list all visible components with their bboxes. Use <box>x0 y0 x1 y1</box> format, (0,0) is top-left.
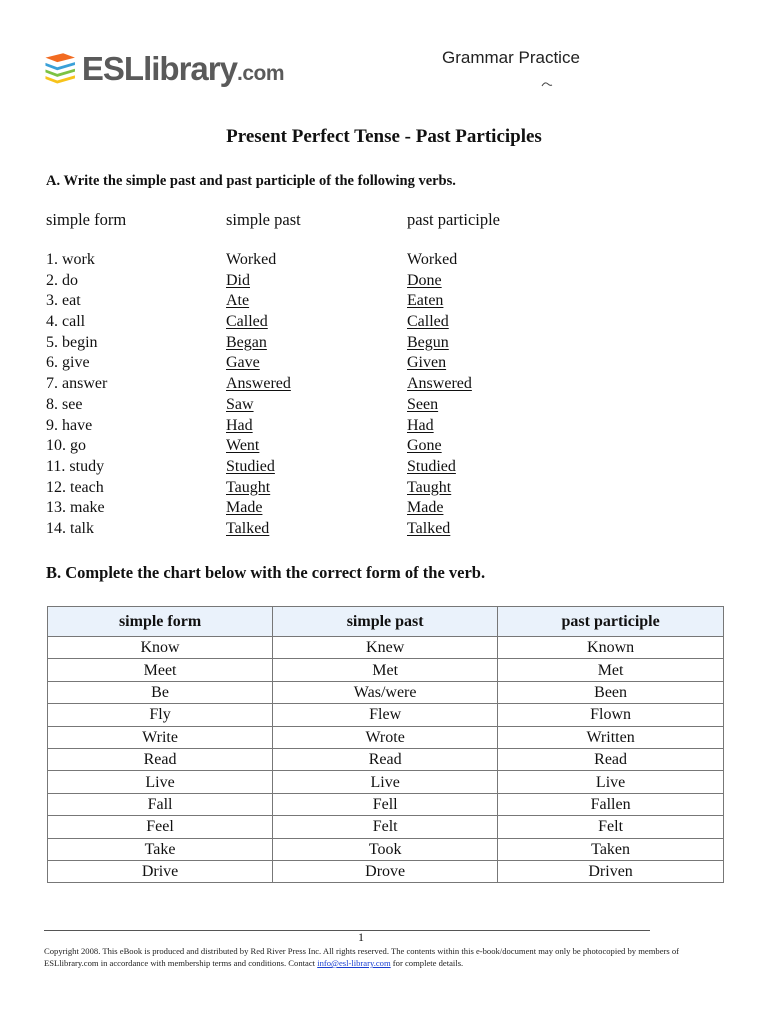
cell-simple-past: Fell <box>273 793 498 815</box>
cell-simple-form: Meet <box>48 659 273 681</box>
verb-past-participle-answer: Given <box>407 354 447 372</box>
list-item <box>46 353 107 374</box>
verb-past-participle-answer: Worked <box>407 251 458 268</box>
cell-simple-form: Live <box>48 771 273 793</box>
verb-simple-past-answer: Worked <box>226 251 277 268</box>
cell-past-participle: Flown <box>498 704 724 726</box>
verb-simple-past-answer: Saw <box>226 395 254 413</box>
copyright-notice <box>44 945 684 969</box>
cell-past-participle: Known <box>498 637 724 659</box>
list-item <box>407 333 472 354</box>
contact-email-link[interactable]: info@esl-library.com <box>317 958 391 968</box>
cell-simple-form: Feel <box>48 816 273 838</box>
verb-simple-form: 1. work <box>46 251 95 268</box>
cell-past-participle: Read <box>498 748 724 770</box>
cell-past-participle: Been <box>498 681 724 703</box>
cell-simple-form: Know <box>48 637 273 659</box>
cell-past-participle: Live <box>498 771 724 793</box>
verb-simple-form: 4. call <box>46 313 86 331</box>
cell-simple-past: Wrote <box>273 726 498 748</box>
verb-simple-past-answer: Had <box>226 416 253 434</box>
verb-chart-body <box>48 637 724 883</box>
verb-simple-past-answer: Answered <box>226 375 291 393</box>
list-item <box>226 519 291 540</box>
copyright-text-end: for complete details. <box>390 958 464 968</box>
cell-simple-form: Drive <box>48 860 273 882</box>
list-item <box>407 478 472 499</box>
table-header-participle: past participle <box>498 607 724 637</box>
table-row <box>48 816 724 838</box>
section-a-forms-column <box>46 250 107 540</box>
list-item <box>46 395 107 416</box>
verb-simple-past-answer: Ate <box>226 292 250 310</box>
cell-past-participle: Driven <box>498 860 724 882</box>
list-item <box>46 333 107 354</box>
list-item <box>407 374 472 395</box>
cell-simple-past: Met <box>273 659 498 681</box>
logo-main: ESLlibrary <box>81 49 237 87</box>
section-a-past-column <box>226 250 291 540</box>
verb-past-participle-answer: Gone <box>407 437 442 455</box>
footer-divider <box>44 930 650 931</box>
list-item <box>407 436 472 457</box>
list-item <box>407 250 472 271</box>
table-row <box>48 860 724 882</box>
list-item <box>46 498 107 519</box>
list-item <box>46 478 107 499</box>
verb-simple-form: 2. do <box>46 271 78 289</box>
small-mark-icon <box>541 80 553 88</box>
list-item <box>407 291 472 312</box>
verb-simple-past-answer: Called <box>226 313 268 331</box>
list-item <box>226 333 291 354</box>
list-item <box>226 312 291 333</box>
verb-simple-form: 8. see <box>46 395 83 413</box>
table-row <box>48 726 724 748</box>
verb-past-participle-answer: Done <box>407 271 442 289</box>
list-item <box>226 395 291 416</box>
cell-simple-past: Drove <box>273 860 498 882</box>
section-a-participle-column <box>407 250 472 540</box>
section-b-instruction: B. Complete the chart below with the correct form of the verb. <box>46 563 486 582</box>
cell-past-participle: Written <box>498 726 724 748</box>
list-item <box>407 498 472 519</box>
section-a-instruction: A. Write the simple past and past participle of the following verbs. <box>46 173 456 189</box>
list-item <box>46 312 107 333</box>
list-item <box>407 353 472 374</box>
logo-com: .com <box>236 61 284 85</box>
list-item <box>226 416 291 437</box>
list-item <box>46 250 107 271</box>
cell-simple-past: Was/were <box>273 681 498 703</box>
list-item <box>407 519 472 540</box>
list-item <box>46 416 107 437</box>
verb-simple-past-answer: Talked <box>226 519 270 537</box>
page-title: Present Perfect Tense - Past Participles <box>226 126 542 147</box>
verb-past-participle-answer: Had <box>407 416 434 434</box>
list-item <box>226 374 291 395</box>
verb-past-participle-answer: Called <box>407 313 449 331</box>
cell-past-participle: Fallen <box>498 793 724 815</box>
cell-simple-form: Fall <box>48 793 273 815</box>
section-a-header-participle: past participle <box>407 210 501 229</box>
cell-simple-form: Be <box>48 681 273 703</box>
verb-simple-past-answer: Made <box>226 499 263 517</box>
table-row <box>48 771 724 793</box>
verb-simple-form: 10. go <box>46 437 86 455</box>
cell-simple-past: Live <box>273 771 498 793</box>
verb-simple-past-answer: Did <box>226 271 250 289</box>
verb-simple-form: 7. answer <box>46 375 108 393</box>
list-item <box>46 291 107 312</box>
esl-library-logo[interactable] <box>44 44 284 92</box>
verb-past-participle-answer: Talked <box>407 519 451 537</box>
table-header-past: simple past <box>273 607 498 637</box>
table-row <box>48 838 724 860</box>
cell-past-participle: Met <box>498 659 724 681</box>
verb-simple-form: 6. give <box>46 354 90 372</box>
verb-simple-form: 11. study <box>46 457 105 475</box>
list-item <box>46 374 107 395</box>
page-number: 1 <box>358 930 364 944</box>
section-a-header-past: simple past <box>226 210 301 229</box>
cell-simple-form: Fly <box>48 704 273 726</box>
verb-chart-table <box>47 606 724 883</box>
list-item <box>226 250 291 271</box>
list-item <box>46 436 107 457</box>
verb-simple-past-answer: Gave <box>226 354 260 372</box>
cell-simple-past: Knew <box>273 637 498 659</box>
verb-simple-form: 13. make <box>46 499 105 517</box>
list-item <box>226 498 291 519</box>
list-item <box>46 271 107 292</box>
verb-simple-form: 12. teach <box>46 478 104 496</box>
cell-past-participle: Felt <box>498 816 724 838</box>
verb-past-participle-answer: Begun <box>407 333 449 351</box>
table-row <box>48 704 724 726</box>
table-header-row <box>48 607 724 637</box>
list-item <box>407 416 472 437</box>
copyright-text: Copyright 2008. This eBook is produced and distributed by Red River Press Inc. All rights reserved. The contents within this e-book/document may only be photocopied by members of ESLlibrary.com in accordance with membership terms and conditions. Contact <box>44 946 680 968</box>
cell-simple-past: Felt <box>273 816 498 838</box>
book-stack-icon <box>44 46 78 90</box>
table-row <box>48 681 724 703</box>
verb-simple-form: 9. have <box>46 416 93 434</box>
list-item <box>46 519 107 540</box>
verb-simple-form: 3. eat <box>46 292 81 310</box>
list-item <box>407 395 472 416</box>
verb-simple-form: 5. begin <box>46 333 98 351</box>
list-item <box>226 478 291 499</box>
list-item <box>46 457 107 478</box>
verb-past-participle-answer: Answered <box>407 375 472 393</box>
list-item <box>226 436 291 457</box>
list-item <box>226 353 291 374</box>
table-row <box>48 637 724 659</box>
cell-simple-form: Read <box>48 748 273 770</box>
list-item <box>226 291 291 312</box>
list-item <box>407 457 472 478</box>
cell-simple-past: Flew <box>273 704 498 726</box>
verb-simple-past-answer: Studied <box>226 457 275 475</box>
cell-simple-past: Took <box>273 838 498 860</box>
list-item <box>407 271 472 292</box>
table-row <box>48 659 724 681</box>
verb-past-participle-answer: Studied <box>407 457 456 475</box>
list-item <box>407 312 472 333</box>
verb-simple-past-answer: Taught <box>226 478 271 496</box>
table-row <box>48 748 724 770</box>
section-a-header-form: simple form <box>46 210 127 229</box>
verb-past-participle-answer: Eaten <box>407 292 444 310</box>
verb-simple-past-answer: Went <box>226 437 260 455</box>
verb-simple-form: 14. talk <box>46 519 94 537</box>
table-row <box>48 793 724 815</box>
cell-simple-form: Take <box>48 838 273 860</box>
cell-past-participle: Taken <box>498 838 724 860</box>
logo-wordmark <box>81 49 284 87</box>
cell-simple-form: Write <box>48 726 273 748</box>
verb-simple-past-answer: Began <box>226 333 267 351</box>
verb-past-participle-answer: Made <box>407 499 444 517</box>
cell-simple-past: Read <box>273 748 498 770</box>
verb-past-participle-answer: Seen <box>407 395 439 413</box>
list-item <box>226 457 291 478</box>
list-item <box>226 271 291 292</box>
verb-past-participle-answer: Taught <box>407 478 452 496</box>
table-header-form: simple form <box>48 607 273 637</box>
header-label: Grammar Practice <box>442 48 580 67</box>
